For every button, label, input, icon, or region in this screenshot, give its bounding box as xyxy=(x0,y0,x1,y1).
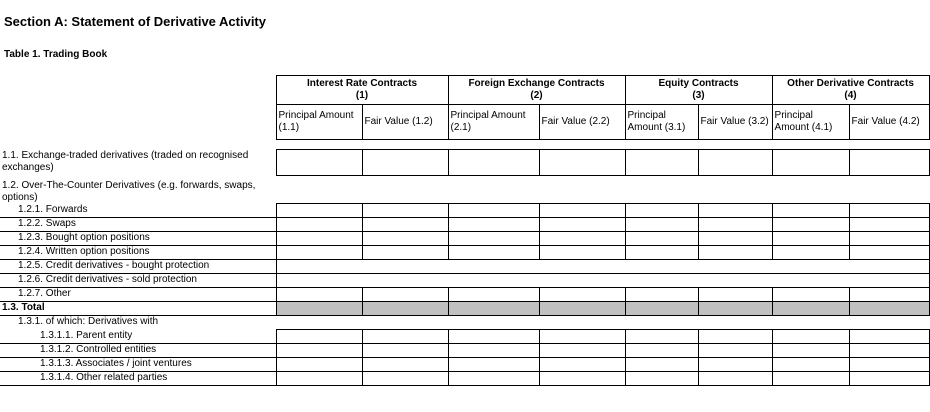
group-header-foreign-exchange xyxy=(448,76,625,105)
value-cell[interactable] xyxy=(276,218,362,232)
value-cell[interactable] xyxy=(772,246,849,260)
value-cell[interactable] xyxy=(539,150,625,176)
value-cell[interactable] xyxy=(625,358,698,372)
value-cell[interactable] xyxy=(362,372,448,386)
subheader-cell: Fair Value (3.2) xyxy=(698,105,772,140)
value-cell[interactable] xyxy=(772,288,849,302)
table-row xyxy=(0,372,929,386)
value-cell[interactable] xyxy=(362,288,448,302)
value-cell[interactable] xyxy=(772,358,849,372)
row-label: 1.2.2. Swaps xyxy=(0,218,276,232)
value-cell[interactable] xyxy=(448,246,539,260)
table-row xyxy=(0,274,929,288)
value-cell[interactable] xyxy=(276,232,362,246)
value-cell[interactable] xyxy=(698,232,772,246)
value-cell[interactable] xyxy=(772,344,849,358)
group-num: (4) xyxy=(844,90,857,101)
corner-cell xyxy=(0,105,276,140)
subheader-cell: Principal Amount (2.1) xyxy=(448,105,539,140)
table-row xyxy=(0,246,929,260)
empty-span xyxy=(276,316,929,330)
value-cell[interactable] xyxy=(625,246,698,260)
table-row xyxy=(0,344,929,358)
section-title: Section A: Statement of Derivative Activity xyxy=(4,14,266,29)
table-row xyxy=(0,150,929,176)
value-cell[interactable] xyxy=(625,372,698,386)
value-cell[interactable] xyxy=(448,344,539,358)
group-num: (1) xyxy=(355,90,369,101)
value-cell[interactable] xyxy=(539,344,625,358)
total-cell xyxy=(362,302,448,316)
sub-header-row xyxy=(0,105,929,140)
value-cell[interactable] xyxy=(625,344,698,358)
value-cell[interactable] xyxy=(448,204,539,218)
value-cell[interactable] xyxy=(448,232,539,246)
value-cell[interactable] xyxy=(276,246,362,260)
value-cell[interactable] xyxy=(625,218,698,232)
row-label: 1.1. Exchange-traded derivatives (traded on recognised exchanges) xyxy=(2,149,249,173)
row-label: 1.3.1. of which: Derivatives with xyxy=(18,316,159,327)
value-cell[interactable] xyxy=(849,150,929,176)
group-name: Other Derivative Contracts xyxy=(787,78,914,89)
value-cell[interactable] xyxy=(698,358,772,372)
row-label: 1.2. Over-The-Counter Derivatives (e.g. forwards, swaps, options) xyxy=(2,179,256,203)
total-cell xyxy=(625,302,698,316)
value-cell[interactable] xyxy=(448,358,539,372)
table-row xyxy=(0,204,929,218)
value-cell[interactable] xyxy=(362,204,448,218)
value-cell[interactable] xyxy=(849,232,929,246)
value-cell[interactable] xyxy=(276,344,362,358)
table-row xyxy=(0,218,929,232)
group-name: Foreign Exchange Contracts xyxy=(468,78,605,89)
row-label: 1.2.5. Credit derivatives - bought protection xyxy=(0,260,276,274)
value-cell[interactable] xyxy=(849,288,929,302)
group-header-row xyxy=(0,76,929,105)
merged-value-cell[interactable] xyxy=(276,274,929,288)
value-cell[interactable] xyxy=(539,232,625,246)
value-cell[interactable] xyxy=(276,330,362,344)
value-cell[interactable] xyxy=(849,218,929,232)
value-cell[interactable] xyxy=(849,372,929,386)
value-cell[interactable] xyxy=(276,358,362,372)
value-cell[interactable] xyxy=(625,150,698,176)
value-cell[interactable] xyxy=(772,218,849,232)
row-label: 1.2.3. Bought option positions xyxy=(0,232,276,246)
group-header-other xyxy=(772,76,929,105)
value-cell[interactable] xyxy=(698,246,772,260)
value-cell[interactable] xyxy=(772,204,849,218)
table-row xyxy=(0,260,929,274)
value-cell[interactable] xyxy=(625,232,698,246)
value-cell[interactable] xyxy=(276,372,362,386)
value-cell[interactable] xyxy=(849,330,929,344)
value-cell[interactable] xyxy=(698,288,772,302)
subheader-cell: Principal Amount (4.1) xyxy=(772,105,849,140)
total-cell xyxy=(772,302,849,316)
group-num: (3) xyxy=(692,90,705,101)
row-label: 1.2.1. Forwards xyxy=(0,204,276,218)
subheader-cell: Principal Amount (3.1) xyxy=(625,105,698,140)
value-cell[interactable] xyxy=(698,330,772,344)
spacer-row xyxy=(0,140,929,150)
total-cell xyxy=(276,302,362,316)
group-name: Interest Rate Contracts xyxy=(306,78,418,89)
value-cell[interactable] xyxy=(362,218,448,232)
table-row xyxy=(0,316,929,330)
subheader-cell: Fair Value (2.2) xyxy=(539,105,625,140)
row-label: 1.3.1.2. Controlled entities xyxy=(0,344,276,358)
trading-book-table xyxy=(0,75,930,386)
value-cell[interactable] xyxy=(849,246,929,260)
value-cell[interactable] xyxy=(849,204,929,218)
group-header-equity xyxy=(625,76,772,105)
value-cell[interactable] xyxy=(698,372,772,386)
value-cell[interactable] xyxy=(448,372,539,386)
value-cell[interactable] xyxy=(362,358,448,372)
value-cell[interactable] xyxy=(772,330,849,344)
value-cell[interactable] xyxy=(276,150,362,176)
row-label: 1.3.1.1. Parent entity xyxy=(0,330,276,344)
value-cell[interactable] xyxy=(276,288,362,302)
value-cell[interactable] xyxy=(539,288,625,302)
value-cell[interactable] xyxy=(448,288,539,302)
value-cell[interactable] xyxy=(448,150,539,176)
value-cell[interactable] xyxy=(698,204,772,218)
value-cell[interactable] xyxy=(698,218,772,232)
table-row xyxy=(0,232,929,246)
table-title: Table 1. Trading Book xyxy=(4,49,108,60)
subheader-cell: Fair Value (4.2) xyxy=(849,105,929,140)
value-cell[interactable] xyxy=(448,218,539,232)
value-cell[interactable] xyxy=(772,150,849,176)
value-cell[interactable] xyxy=(625,288,698,302)
group-name: Equity Contracts xyxy=(658,78,739,89)
value-cell[interactable] xyxy=(276,204,362,218)
row-label: 1.3. Total xyxy=(0,302,276,316)
merged-value-cell[interactable] xyxy=(276,260,929,274)
row-label: 1.3.1.3. Associates / joint ventures xyxy=(0,358,276,372)
value-cell[interactable] xyxy=(849,358,929,372)
value-cell[interactable] xyxy=(849,344,929,358)
value-cell[interactable] xyxy=(362,150,448,176)
table-row xyxy=(0,358,929,372)
total-cell xyxy=(698,302,772,316)
table-row xyxy=(0,176,929,204)
value-cell[interactable] xyxy=(362,344,448,358)
group-num: (2) xyxy=(530,90,543,101)
value-cell[interactable] xyxy=(772,232,849,246)
total-cell xyxy=(448,302,539,316)
row-label: 1.2.6. Credit derivatives - sold protection xyxy=(0,274,276,288)
corner-cell xyxy=(0,76,276,105)
value-cell[interactable] xyxy=(362,246,448,260)
value-cell[interactable] xyxy=(362,232,448,246)
total-row xyxy=(0,302,929,316)
value-cell[interactable] xyxy=(539,204,625,218)
value-cell[interactable] xyxy=(698,344,772,358)
row-label: 1.3.1.4. Other related parties xyxy=(0,372,276,386)
value-cell[interactable] xyxy=(772,372,849,386)
value-cell[interactable] xyxy=(698,150,772,176)
value-cell[interactable] xyxy=(625,204,698,218)
row-label: 1.2.4. Written option positions xyxy=(0,246,276,260)
value-cell[interactable] xyxy=(539,358,625,372)
group-header-interest-rate xyxy=(276,76,448,105)
value-cell[interactable] xyxy=(539,246,625,260)
empty-span xyxy=(276,176,929,204)
value-cell[interactable] xyxy=(625,330,698,344)
value-cell[interactable] xyxy=(539,330,625,344)
value-cell[interactable] xyxy=(539,372,625,386)
subheader-cell: Principal Amount (1.1) xyxy=(276,105,362,140)
total-cell xyxy=(539,302,625,316)
value-cell[interactable] xyxy=(539,218,625,232)
value-cell[interactable] xyxy=(448,330,539,344)
total-cell xyxy=(849,302,929,316)
subheader-cell: Fair Value (1.2) xyxy=(362,105,448,140)
table-row xyxy=(0,330,929,344)
value-cell[interactable] xyxy=(362,330,448,344)
table-row xyxy=(0,288,929,302)
row-label: 1.2.7. Other xyxy=(0,288,276,302)
